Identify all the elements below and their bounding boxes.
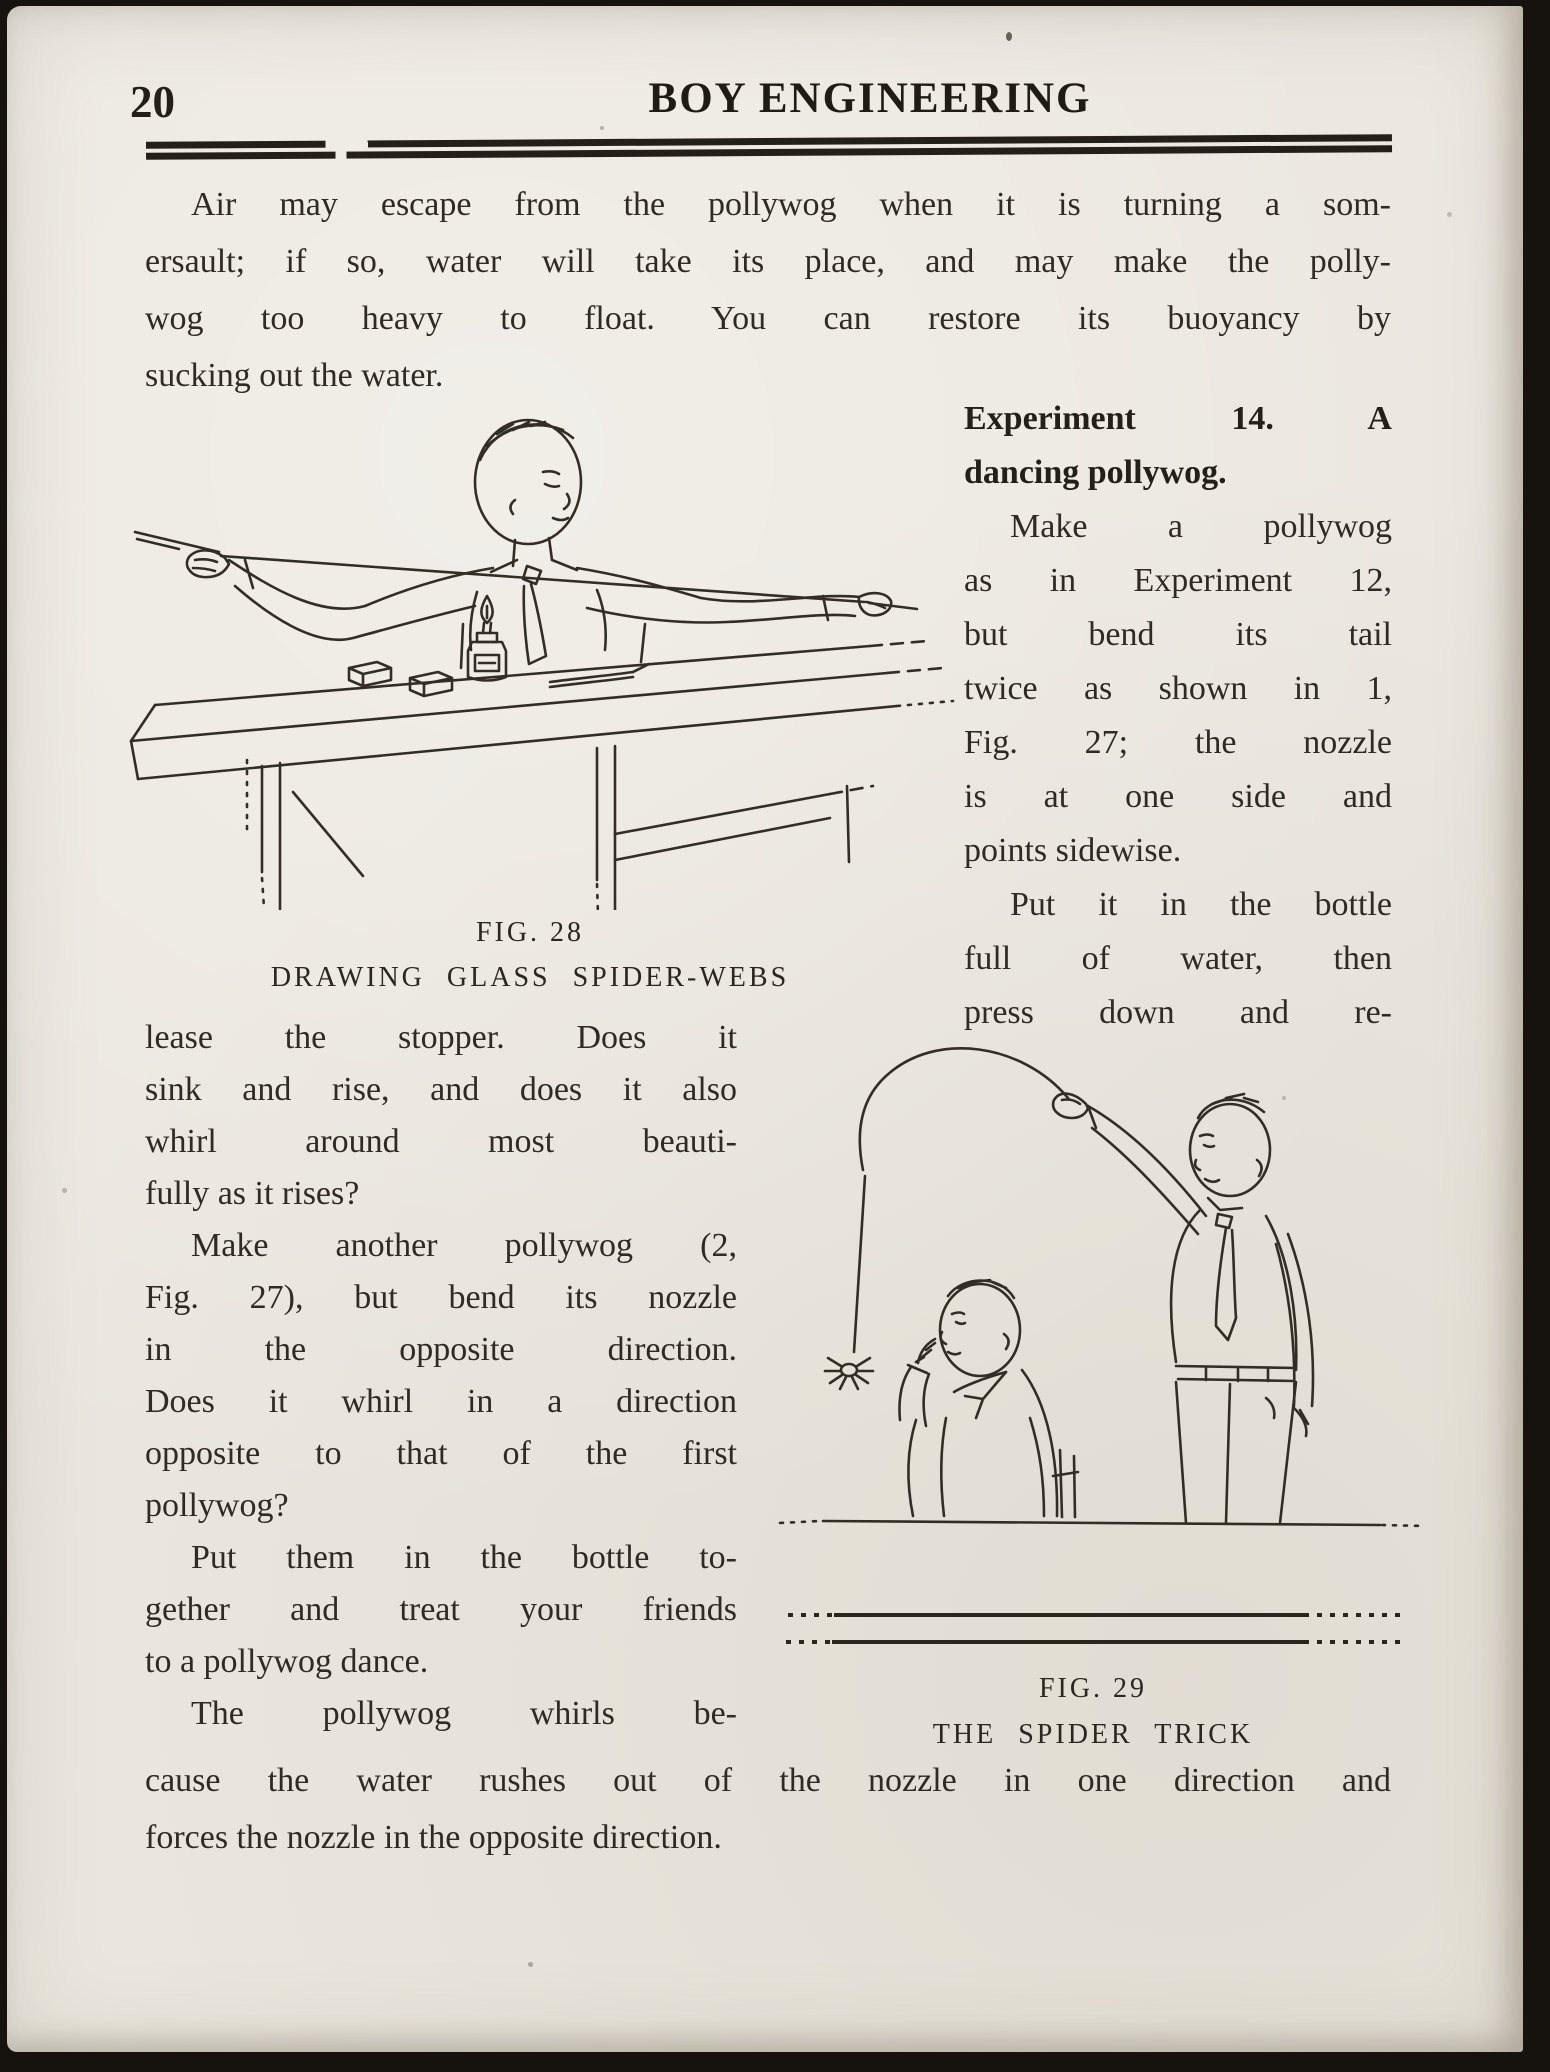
text-line: Make another pollywog (2, bbox=[191, 1227, 737, 1264]
figure-28-title: DRAWING GLASS SPIDER-WEBS bbox=[270, 962, 790, 993]
text-line: forces the nozzle in the opposite direction. bbox=[145, 1819, 722, 1856]
scan-speck bbox=[528, 1962, 533, 1967]
intro-paragraph bbox=[145, 176, 1391, 404]
text-line: points sidewise. bbox=[964, 832, 1182, 869]
text-line: in the opposite direction. bbox=[145, 1331, 737, 1368]
wax-blocks bbox=[349, 662, 452, 696]
text-line: full of water, then bbox=[964, 940, 1392, 977]
thread bbox=[854, 1176, 865, 1352]
text-line: but bend its tail bbox=[964, 616, 1392, 653]
curved-rod bbox=[860, 1048, 1068, 1170]
text-line: Fig. 27; the nozzle bbox=[964, 724, 1392, 761]
closing-paragraph bbox=[145, 1752, 1391, 1866]
right-column-text bbox=[964, 392, 1392, 1040]
seated-boy bbox=[899, 1280, 1078, 1517]
figure-29-rule-top bbox=[788, 1612, 1408, 1617]
scan-speck bbox=[1006, 32, 1012, 41]
text-line: whirl around most beauti- bbox=[145, 1123, 737, 1160]
page-title: BOY ENGINEERING bbox=[648, 75, 1092, 122]
text-line: Fig. 27), but bend its nozzle bbox=[145, 1279, 737, 1316]
text-line: Put them in the bottle to- bbox=[191, 1539, 737, 1576]
spider bbox=[825, 1358, 873, 1389]
text-line: ersault; if so, water will take its place, and may make the polly- bbox=[145, 243, 1391, 280]
page-number: 20 bbox=[130, 77, 175, 127]
text-line: Air may escape from the pollywog when it is turning a som- bbox=[191, 186, 1391, 223]
table bbox=[131, 641, 953, 910]
ground-line bbox=[780, 1521, 1424, 1526]
left-column-text bbox=[145, 1012, 737, 1740]
figure-29-title: THE SPIDER TRICK bbox=[932, 1719, 1254, 1750]
text-line: Put it in the bottle bbox=[1010, 886, 1392, 923]
text-line: pollywog? bbox=[145, 1487, 289, 1524]
figure-29-rule-bottom bbox=[786, 1639, 1408, 1644]
text-line: opposite to that of the first bbox=[145, 1435, 737, 1472]
text-line: press down and re- bbox=[964, 994, 1392, 1031]
scan-speck bbox=[1282, 1096, 1286, 1100]
text-line: Does it whirl in a direction bbox=[145, 1383, 737, 1420]
experiment-heading-line: dancing pollywog. bbox=[964, 454, 1227, 491]
text-line: is at one side and bbox=[964, 778, 1392, 815]
scan-speck bbox=[62, 1188, 67, 1193]
text-line: The pollywog whirls be- bbox=[191, 1695, 737, 1732]
scan-speck bbox=[600, 126, 604, 130]
standing-boy bbox=[1053, 1094, 1313, 1523]
text-line: fully as it rises? bbox=[145, 1175, 360, 1212]
text-line: sucking out the water. bbox=[145, 357, 444, 394]
figure-28-label: FIG. 28 bbox=[475, 917, 585, 948]
text-line: cause the water rushes out of the nozzle in one direction and bbox=[145, 1762, 1391, 1799]
figure-29-label: FIG. 29 bbox=[1038, 1673, 1148, 1704]
text-line: gether and treat your friends bbox=[145, 1591, 737, 1628]
scan-speck bbox=[1447, 212, 1452, 217]
text-line: Make a pollywog bbox=[1010, 508, 1392, 545]
text-line: sink and rise, and does it also bbox=[145, 1071, 737, 1108]
text-line: lease the stopper. Does it bbox=[145, 1019, 737, 1056]
text-line: twice as shown in 1, bbox=[964, 670, 1392, 707]
text-line: as in Experiment 12, bbox=[964, 562, 1392, 599]
experiment-heading-line: Experiment 14. A bbox=[964, 400, 1392, 437]
text-line: to a pollywog dance. bbox=[145, 1643, 429, 1680]
figure-29-illustration bbox=[768, 1018, 1468, 1548]
boy-drawing-glass bbox=[187, 420, 891, 668]
figure-29-caption bbox=[790, 1666, 1396, 1758]
text-line: wog too heavy to float. You can restore its buoyancy by bbox=[145, 300, 1391, 337]
figure-28-caption bbox=[260, 910, 800, 1000]
